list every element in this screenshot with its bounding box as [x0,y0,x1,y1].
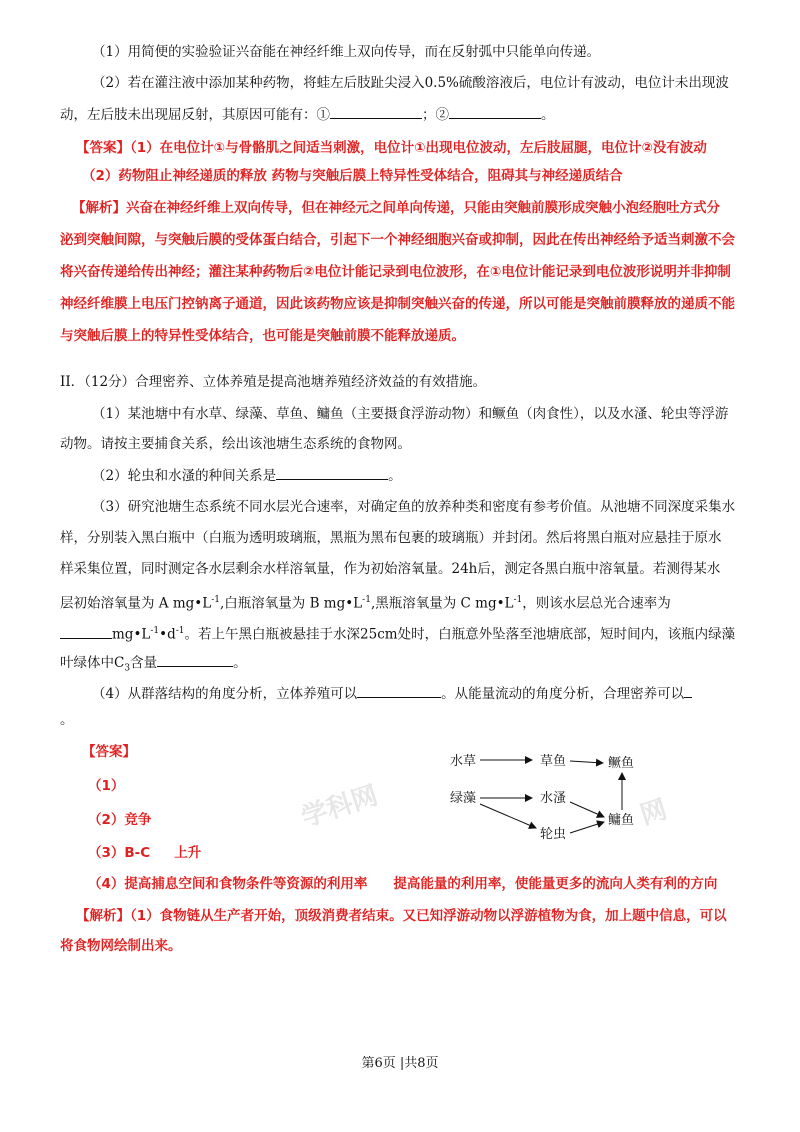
node-shuizao: 水溞 [540,791,567,806]
superscript: -1 [175,626,185,636]
blank-5 [157,652,233,667]
blank-2 [449,104,541,119]
q2-p4-end: 。 [60,712,74,728]
q1-analysis-line: 神经纤维膜上电压门控钠离子通道，因此该药物应该是抑制突触兴奋的传递，所以可能是突触前膜释放的递质不能 [60,296,735,312]
q1-answer-line1: 【答案】（1）在电位计①与骨骼肌之间适当刺激，电位计①出现电位波动，左后肢屈腿，电位计②没有波动 [76,140,707,156]
q2-p3-unit-day: •d [159,626,176,643]
node-lvzao: 绿藻 [450,791,477,806]
q1-analysis-line: 泌到突触间隙，与突触后膜的受体蛋白结合，引起下一个神经细胞兴奋或抑制，因此在传出神经给予适当刺激不会 [60,232,735,248]
q1-answer-line2: （2）药物阻止神经递质的释放 药物与突触后膜上特异性受体结合，阻碍其与神经递质结合 [82,168,623,184]
node-yongyu: 鳙鱼 [608,813,635,828]
watermark: 学科网 [298,780,382,834]
q2-p3-line4 [60,590,671,614]
q2-answer-4b: 提高能量的利用率，使能量更多的流向人类有利的方向 [393,876,718,892]
arrow-lunchong-yongyu [570,822,604,833]
q2-p3-text-h: 。 [233,655,247,671]
food-web-diagram [440,740,680,850]
q1-analysis-line: 与突触后膜上的特异性受体结合，也可能是突触前膜不能释放递质。 [60,328,465,344]
q2-p4-text-a: （4）从群落结构的角度分析，立体养殖可以 [92,686,358,702]
q2-answer-4a: （4）提高捕息空间和食物条件等资源的利用率 [88,876,368,892]
q2-p2 [92,465,402,486]
q2-p3-text-c: ,黑瓶溶氧量为 C mg•L [370,595,514,612]
node-lunchong: 轮虫 [540,827,567,842]
superscript: -1 [513,595,523,605]
q1-item2-line1: （2）若在灌注液中添加某种药物，将蛙左后肢趾尖浸入0.5%硫酸溶液后，电位计有波动，电位计未出现波 [92,75,729,91]
q2-p2-text: （2）轮虫和水溞的种间关系是 [92,468,277,484]
arrow-caoyu-guiyu [570,761,603,763]
q2-p3-text-d: ，则该水层总光合速率为 [522,595,671,612]
blank-4 [60,624,112,639]
q2-answer-3b: 上升 [174,845,202,861]
q2-p3-text-f: 叶绿体中C [60,655,125,671]
watermark: 网 [636,794,671,832]
q2-p3-line1: （3）研究池塘生态系统不同水层光合速率，对确定鱼的放养种类和密度有参考价值。从池塘不同深度采集水 [92,499,736,515]
blank-6 [357,683,441,698]
q2-p4-text-b: 。从能量流动的角度分析，合理密养可以 [441,686,685,702]
q1-analysis-line: 将兴奋传递给传出神经；灌注某种药物后②电位计能记录到电位波形，在①电位计能记录到电位波形说明并非抑制 [60,264,731,280]
q2-p3-line5 [60,621,735,645]
q2-p3-text-e: 。若上午黑白瓶被悬挂于水深25cm处时，白瓶意外坠落至池塘底部，短时间内，该瓶内绿藻 [184,626,736,643]
node-shuicao: 水草 [450,754,477,769]
superscript: -1 [362,595,371,605]
superscript: -1 [211,595,220,605]
q1-item2-text-c: 。 [541,107,555,123]
q2-p3-text-a: 层初始溶氧量为 A mg•L [60,595,212,612]
q2-answer-2: （2）竞争 [88,812,152,828]
blank-3 [276,465,388,480]
superscript: -1 [150,626,160,636]
q2-analysis-line2: 将食物网绘制出来。 [60,938,182,954]
node-guiyu: 鳜鱼 [608,756,635,771]
q2-answer-3a: （3）B-C [88,845,151,861]
q2-p3-unit: mg•L [112,626,151,643]
q2-answer-3 [88,843,201,863]
q1-analysis-line: 【解析】兴奋在神经纤维上双向传导，但在神经元之间单向传递，只能由突触前膜形成突触小泡经胞吐方式分 [72,200,720,216]
q1-item2-line2 [60,104,555,125]
blank-7 [684,683,692,698]
q2-p3-line3: 样采集位置，同时测定各水层剩余水样溶氧量，作为初始溶氧量。24h后，测定各黑白瓶中溶氧量。若测得某水 [60,561,721,577]
q2-answer-4 [88,874,717,894]
q2-heading: II．（12分）合理密养、立体养殖是提高池塘养殖经济效益的有效措施。 [60,374,487,390]
page-footer: 第6页 |共8页 [361,1056,439,1071]
q2-p1-line2: 动物。请按主要捕食关系，绘出该池塘生态系统的食物网。 [60,436,411,452]
q2-p3-text-g: 含量 [130,655,158,671]
q2-p3-text-b: ,白瓶溶氧量为 B mg•L [219,595,363,612]
q2-p1-line1: （1）某池塘中有水草、绿藻、草鱼、鳙鱼（主要摄食浮游动物）和鳜鱼（肉食性），以及水溞、轮虫等浮游 [92,406,729,422]
node-caoyu: 草鱼 [540,754,567,769]
arrow-lvzao-lunchong [480,804,536,828]
subscript: 3 [124,663,131,674]
arrow-shuizao-yongyu [570,802,604,817]
q2-p3-line6 [60,652,247,679]
q2-p3-line2: 样，分别装入黑白瓶中（白瓶为透明玻璃瓶，黑瓶为黑布包裹的玻璃瓶）并封闭。然后将黑白瓶对应悬挂于原水 [60,530,722,546]
q2-analysis-line1: 【解析】（1）食物链从生产者开始，顶级消费者结束。又已知浮游动物以浮游植物为食，加上题中信息，可以 [76,908,727,924]
q1-item1: （1）用简便的实验验证兴奋能在神经纤维上双向传导，而在反射弧中只能单向传递。 [92,44,601,60]
q2-answer-1: （1） [88,778,125,794]
q1-item2-text-a: 动，左后肢未出现屈反射，其原因可能有：① [60,107,330,123]
blank-1 [330,104,422,119]
q2-answer-head: 【答案】 [82,744,136,760]
q2-p2-end: 。 [388,468,402,484]
q2-p4 [92,683,692,704]
q1-item2-text-b: ；② [422,107,449,123]
